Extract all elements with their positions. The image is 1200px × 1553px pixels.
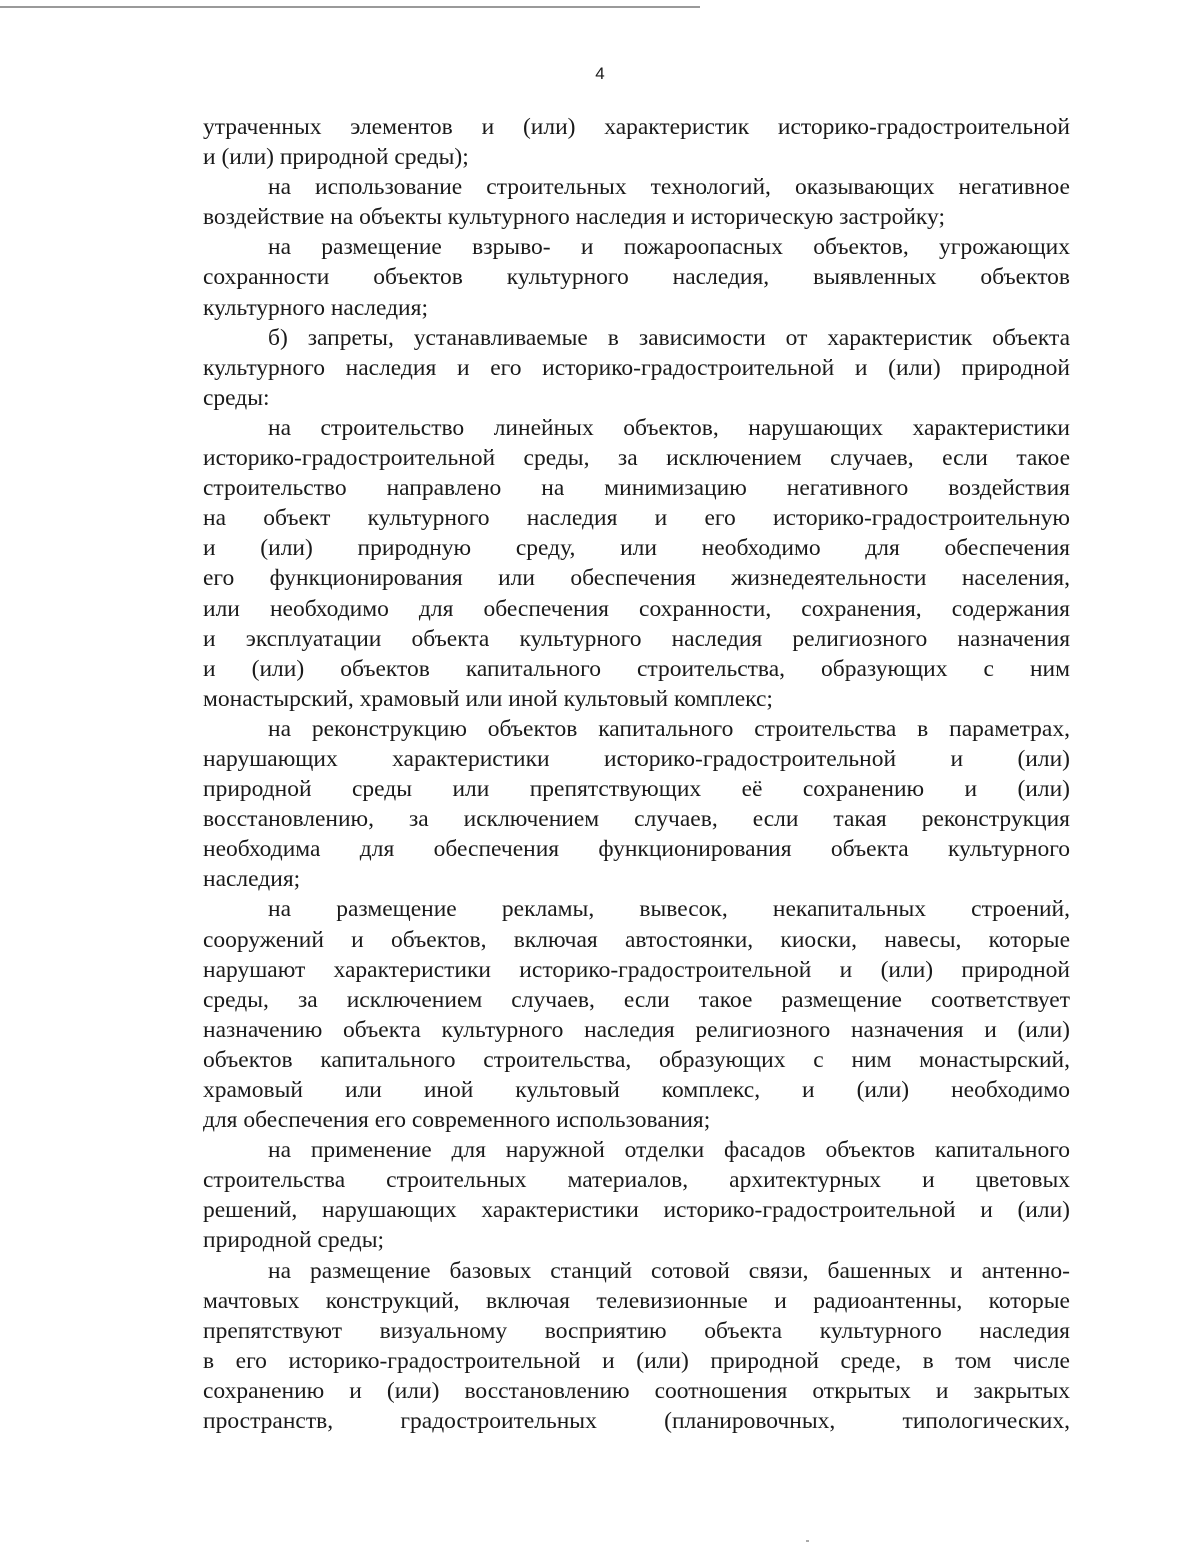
text-line: необходима для обеспечения функционирования объекта культурного xyxy=(203,836,1070,863)
text-line: на размещение базовых станций сотовой связи, башенных и антенно- xyxy=(268,1257,1070,1284)
text-line: назначению объекта культурного наследия религиозного назначения и (или) xyxy=(203,1016,1070,1043)
text-line: препятствуют визуальному восприятию объекта культурного наследия xyxy=(203,1317,1070,1344)
text-line: или необходимо для обеспечения сохранности, сохранения, содержания xyxy=(203,595,1070,622)
text-line: на использование строительных технологий, оказывающих негативное xyxy=(268,174,1070,201)
text-line: нарушающих характеристики историко-градостроительной и (или) xyxy=(203,745,1070,772)
text-line: среды, за исключением случаев, если такое размещение соответствует xyxy=(203,986,1070,1013)
text-line: строительство направлено на минимизацию негативного воздействия xyxy=(203,475,1070,502)
text-line: на объект культурного наследия и его историко-градостроительную xyxy=(203,505,1070,532)
text-line: на строительство линейных объектов, нарушающих характеристики xyxy=(268,414,1070,441)
text-line: мачтовых конструкций, включая телевизионные и радиоантенны, которые xyxy=(203,1287,1070,1314)
text-line: пространств, градостроительных (планировочных, типологических, xyxy=(203,1408,1070,1435)
text-line: его функционирования или обеспечения жизнедеятельности населения, xyxy=(203,565,1070,592)
text-line: природной среды; xyxy=(203,1227,385,1254)
text-line: наследия; xyxy=(203,866,301,893)
paragraph xyxy=(203,323,1070,413)
scan-speck xyxy=(806,1540,809,1542)
page-number: 4 xyxy=(595,64,605,83)
paragraph xyxy=(203,172,1070,232)
paragraph xyxy=(203,413,1070,714)
text-line: культурного наследия и его историко-градостроительной и (или) природной xyxy=(203,354,1070,381)
text-line: для обеспечения его современного использования; xyxy=(203,1107,711,1134)
text-line: строительства строительных материалов, архитектурных и цветовых xyxy=(203,1167,1070,1194)
text-line: утраченных элементов и (или) характеристик историко-градостроительной xyxy=(203,114,1070,140)
paragraph xyxy=(203,1256,1070,1437)
text-line: объектов капитального строительства, образующих с ним монастырский, xyxy=(203,1046,1070,1073)
text-line: б) запреты, устанавливаемые в зависимости от характеристик объекта xyxy=(268,324,1070,351)
text-line: нарушают характеристики историко-градостроительной и (или) природной xyxy=(203,956,1070,983)
paragraph xyxy=(203,112,1070,172)
text-line: на реконструкцию объектов капитального строительства в параметрах, xyxy=(268,715,1070,742)
text-line: историко-градостроительной среды, за исключением случаев, если такое xyxy=(203,445,1070,472)
text-line: природной среды или препятствующих её сохранению и (или) xyxy=(203,776,1070,803)
scan-edge-line xyxy=(0,6,700,8)
text-line: восстановлению, за исключением случаев, если такая реконструкция xyxy=(203,806,1070,833)
text-line: сохранности объектов культурного наследия, выявленных объектов xyxy=(203,264,1070,291)
text-line: в его историко-градостроительной и (или) природной среде, в том числе xyxy=(203,1347,1070,1374)
text-line: воздействие на объекты культурного наследия и историческую застройку; xyxy=(203,204,945,231)
text-line: на применение для наружной отделки фасадов объектов капитального xyxy=(268,1137,1070,1164)
text-line: сохранению и (или) восстановлению соотношения открытых и закрытых xyxy=(203,1377,1070,1404)
text-line: и (или) природной среды); xyxy=(203,144,469,171)
paragraph xyxy=(203,714,1070,895)
document-body xyxy=(203,112,1070,1436)
text-line: и (или) объектов капитального строительства, образующих с ним xyxy=(203,655,1070,682)
paragraph xyxy=(203,232,1070,322)
paragraph xyxy=(203,894,1070,1135)
text-line: культурного наследия; xyxy=(203,294,428,321)
paragraph xyxy=(203,1135,1070,1255)
text-line: и эксплуатации объекта культурного наследия религиозного назначения xyxy=(203,625,1070,652)
text-line: среды: xyxy=(203,384,270,411)
text-line: храмовый или иной культовый комплекс, и (или) необходимо xyxy=(203,1077,1070,1103)
text-line: решений, нарушающих характеристики историко-градостроительной и (или) xyxy=(203,1197,1070,1224)
text-line: сооружений и объектов, включая автостоянки, киоски, навесы, которые xyxy=(203,926,1070,953)
text-line: монастырский, храмовый или иной культовый комплекс; xyxy=(203,685,773,712)
text-line: и (или) природную среду, или необходимо для обеспечения xyxy=(203,535,1070,562)
text-line: на размещение рекламы, вывесок, некапитальных строений, xyxy=(268,896,1070,923)
text-line: на размещение взрыво- и пожароопасных объектов, угрожающих xyxy=(268,234,1070,261)
